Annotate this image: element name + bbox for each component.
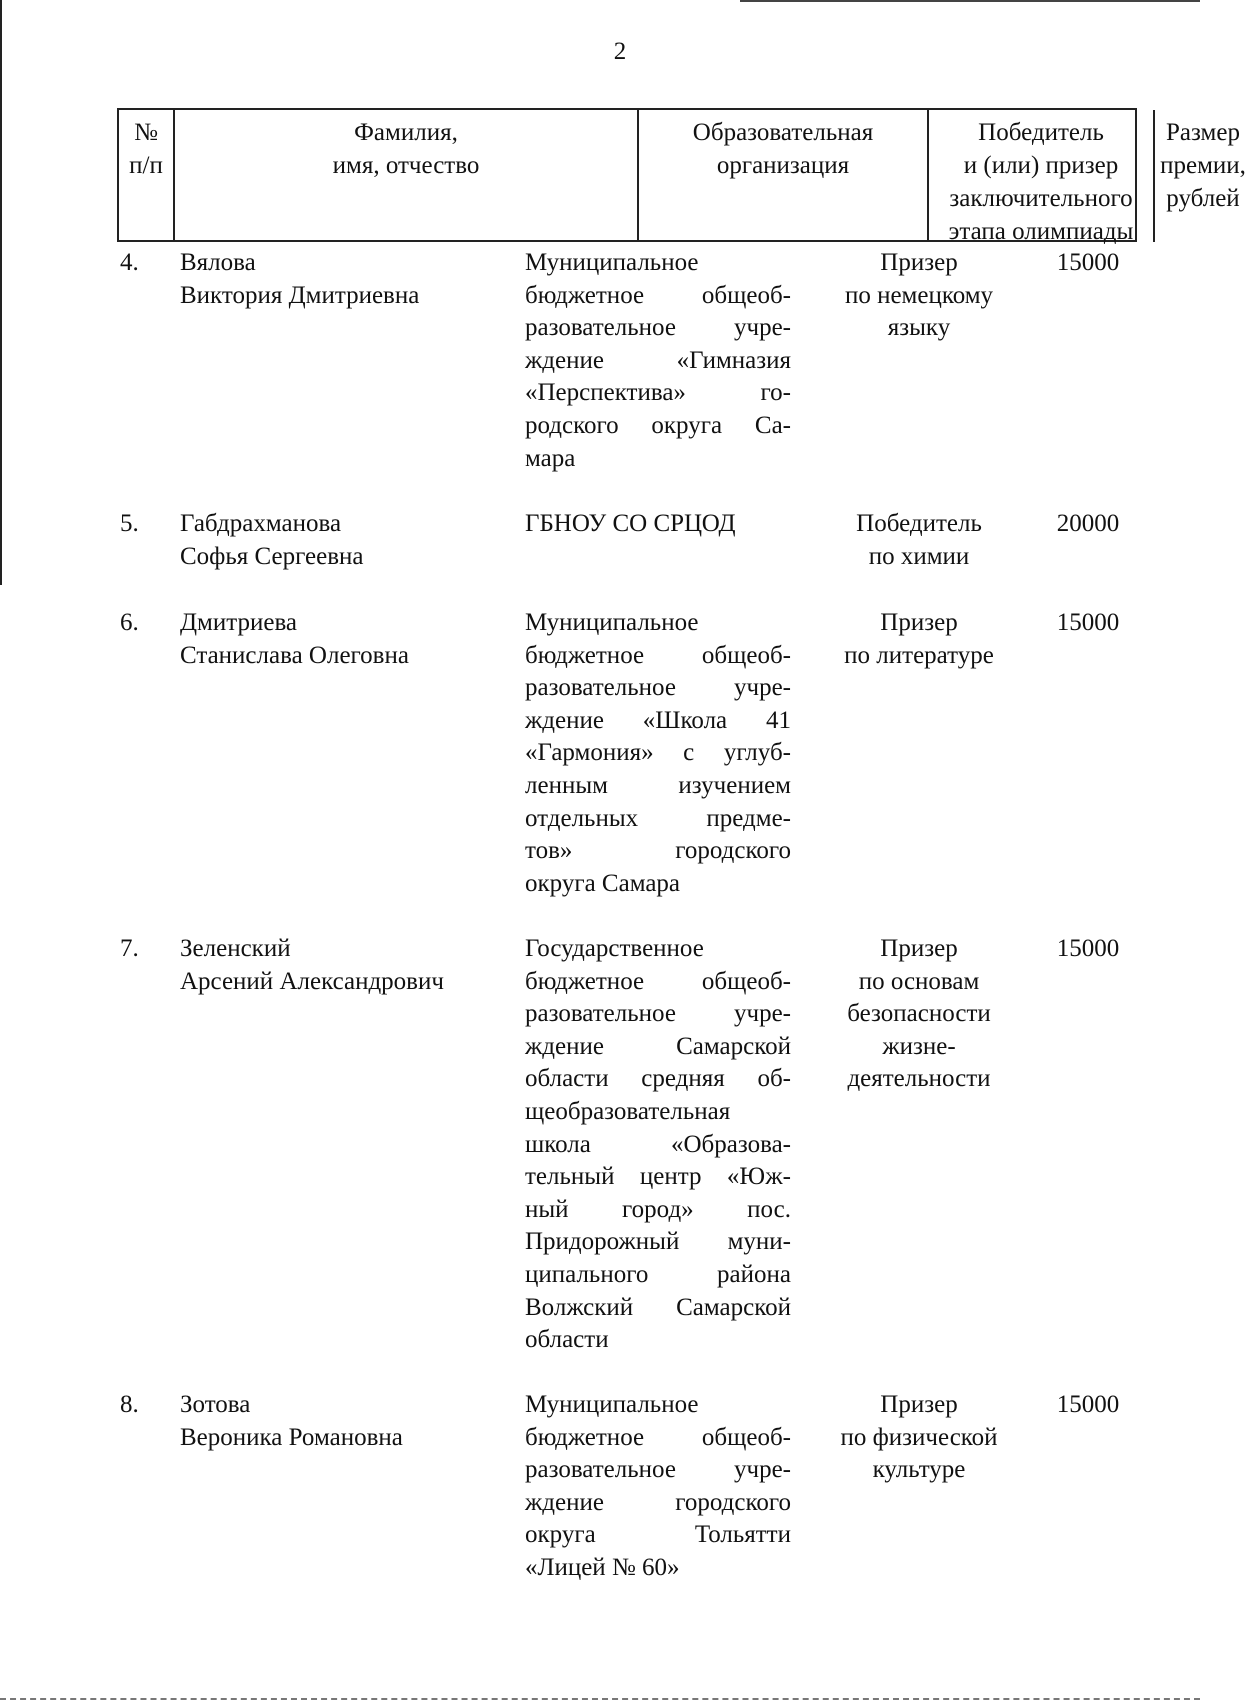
award-line: деятельности (847, 1065, 991, 1093)
award-line: безопасности (847, 1000, 991, 1028)
header-award (929, 110, 1155, 245)
row-amount: 15000 (1056, 249, 1120, 276)
org-line: мара (525, 444, 576, 472)
row-surname: Дмитриева (180, 609, 298, 636)
org-line: разовательное учре- (525, 674, 791, 702)
org-line: ципального района (525, 1260, 791, 1288)
org-line: родского округа Са- (525, 411, 791, 439)
award-line: жизне- (882, 1032, 956, 1060)
org-line: области (525, 1326, 609, 1354)
header-amount (1153, 110, 1253, 242)
org-line: ленным изучением (525, 771, 791, 799)
row-given-name: Виктория Дмитриевна (180, 281, 420, 309)
org-line: Придорожный муни- (525, 1228, 791, 1256)
row-number: 6. (120, 609, 139, 636)
award-line: Призер (880, 1391, 958, 1418)
row-given-name: Софья Сергеевна (180, 542, 364, 570)
row-name (180, 1389, 500, 1454)
org-line: ждение «Гимназия (525, 346, 791, 374)
row-organization (525, 508, 791, 541)
org-line: области средняя об- (525, 1065, 791, 1093)
row-award (812, 247, 1026, 345)
org-line: Муниципальное (525, 1391, 699, 1418)
row-organization (525, 933, 791, 1357)
org-line: ждение Самарской (525, 1032, 791, 1060)
org-line: Муниципальное (525, 249, 699, 276)
org-line: ГБНОУ СО СРЦОД (525, 510, 736, 537)
row-name (180, 933, 500, 998)
org-line: разовательное учре- (525, 314, 791, 342)
org-line: ждение городского (525, 1488, 791, 1516)
bottom-edge-rule (0, 1698, 1200, 1700)
row-award (812, 607, 1026, 672)
award-line: по немецкому (844, 281, 994, 309)
org-line: школа «Образова- (525, 1130, 791, 1158)
org-line: округа Тольятти (525, 1521, 791, 1549)
org-line: бюджетное общеоб- (525, 1423, 791, 1451)
row-organization (525, 1389, 791, 1585)
award-line: по химии (868, 542, 970, 570)
org-line: бюджетное общеоб- (525, 967, 791, 995)
row-organization (525, 607, 791, 900)
row-name (180, 508, 500, 573)
page-number: 2 (613, 38, 627, 65)
award-line: Призер (880, 609, 958, 636)
org-line: бюджетное общеоб- (525, 641, 791, 669)
row-amount: 15000 (1056, 1391, 1120, 1418)
row-given-name: Вероника Романовна (180, 1423, 403, 1451)
row-number: 4. (120, 249, 139, 276)
row-award (812, 508, 1026, 573)
row-surname: Вялова (180, 249, 256, 276)
row-award (812, 933, 1026, 1096)
row-organization (525, 247, 791, 475)
org-line: Муниципальное (525, 609, 699, 636)
org-line: тов» городского (525, 837, 791, 865)
header-num-line: № (134, 119, 158, 146)
row-surname: Зотова (180, 1391, 251, 1418)
award-line: языку (887, 314, 951, 342)
org-line: округа Самара (525, 869, 681, 897)
header-name (175, 110, 639, 242)
org-line: ный город» пос. (525, 1195, 791, 1223)
org-line: ждение «Школа 41 (525, 706, 791, 734)
table-header (117, 108, 1246, 245)
header-name-line: имя, отчество (332, 152, 480, 179)
award-line: по литературе (844, 641, 994, 669)
award-line: Призер (880, 935, 958, 962)
header-award-line: Победитель (978, 119, 1104, 146)
row-number: 5. (120, 510, 139, 537)
header-org-line: организация (716, 152, 850, 179)
header-org-line: Образовательная (692, 119, 874, 146)
org-line: разовательное учре- (525, 1456, 791, 1484)
header-org (639, 110, 929, 242)
header-award-line: заключительного (949, 185, 1133, 212)
row-name (180, 607, 500, 672)
award-line: по физической (840, 1423, 998, 1451)
org-line: щеобразовательная (525, 1097, 731, 1125)
award-line: Призер (880, 249, 958, 276)
header-amount-line: Размер (1166, 119, 1240, 146)
row-amount: 15000 (1056, 935, 1120, 962)
row-name (180, 247, 500, 312)
header-name-line: Фамилия, (354, 119, 458, 146)
org-line: «Гармония» с углуб- (525, 739, 791, 767)
org-line: бюджетное общеоб- (525, 281, 791, 309)
org-line: отдельных предме- (525, 804, 791, 832)
left-edge-rule (0, 0, 2, 585)
award-line: Победитель (856, 510, 982, 537)
row-number: 8. (120, 1391, 139, 1418)
header-award-line: и (или) призер (963, 152, 1119, 179)
award-line: культуре (872, 1456, 966, 1484)
row-surname: Зеленский (180, 935, 291, 962)
org-line: тельный центр «Юж- (525, 1163, 791, 1191)
top-edge-rule (740, 0, 1200, 2)
row-award (812, 1389, 1026, 1487)
row-given-name: Станислава Олеговна (180, 641, 409, 669)
org-line: разовательное учре- (525, 1000, 791, 1028)
award-line: по основам (858, 967, 980, 995)
header-award-line: этапа олимпиады (948, 218, 1134, 245)
org-line: Волжский Самарской (525, 1293, 791, 1321)
row-surname: Габдрахманова (180, 510, 342, 537)
header-amount-line: премии, (1160, 152, 1246, 179)
org-line: «Перспектива» го- (525, 379, 791, 407)
header-num (119, 110, 175, 242)
org-line: Государственное (525, 935, 704, 962)
header-num-line: п/п (129, 152, 163, 179)
row-given-name: Арсений Александрович (180, 967, 444, 995)
row-amount: 15000 (1056, 609, 1120, 636)
header-amount-line: рублей (1166, 185, 1240, 212)
row-amount: 20000 (1056, 510, 1120, 537)
org-line: «Лицей № 60» (525, 1553, 680, 1581)
row-number: 7. (120, 935, 139, 962)
